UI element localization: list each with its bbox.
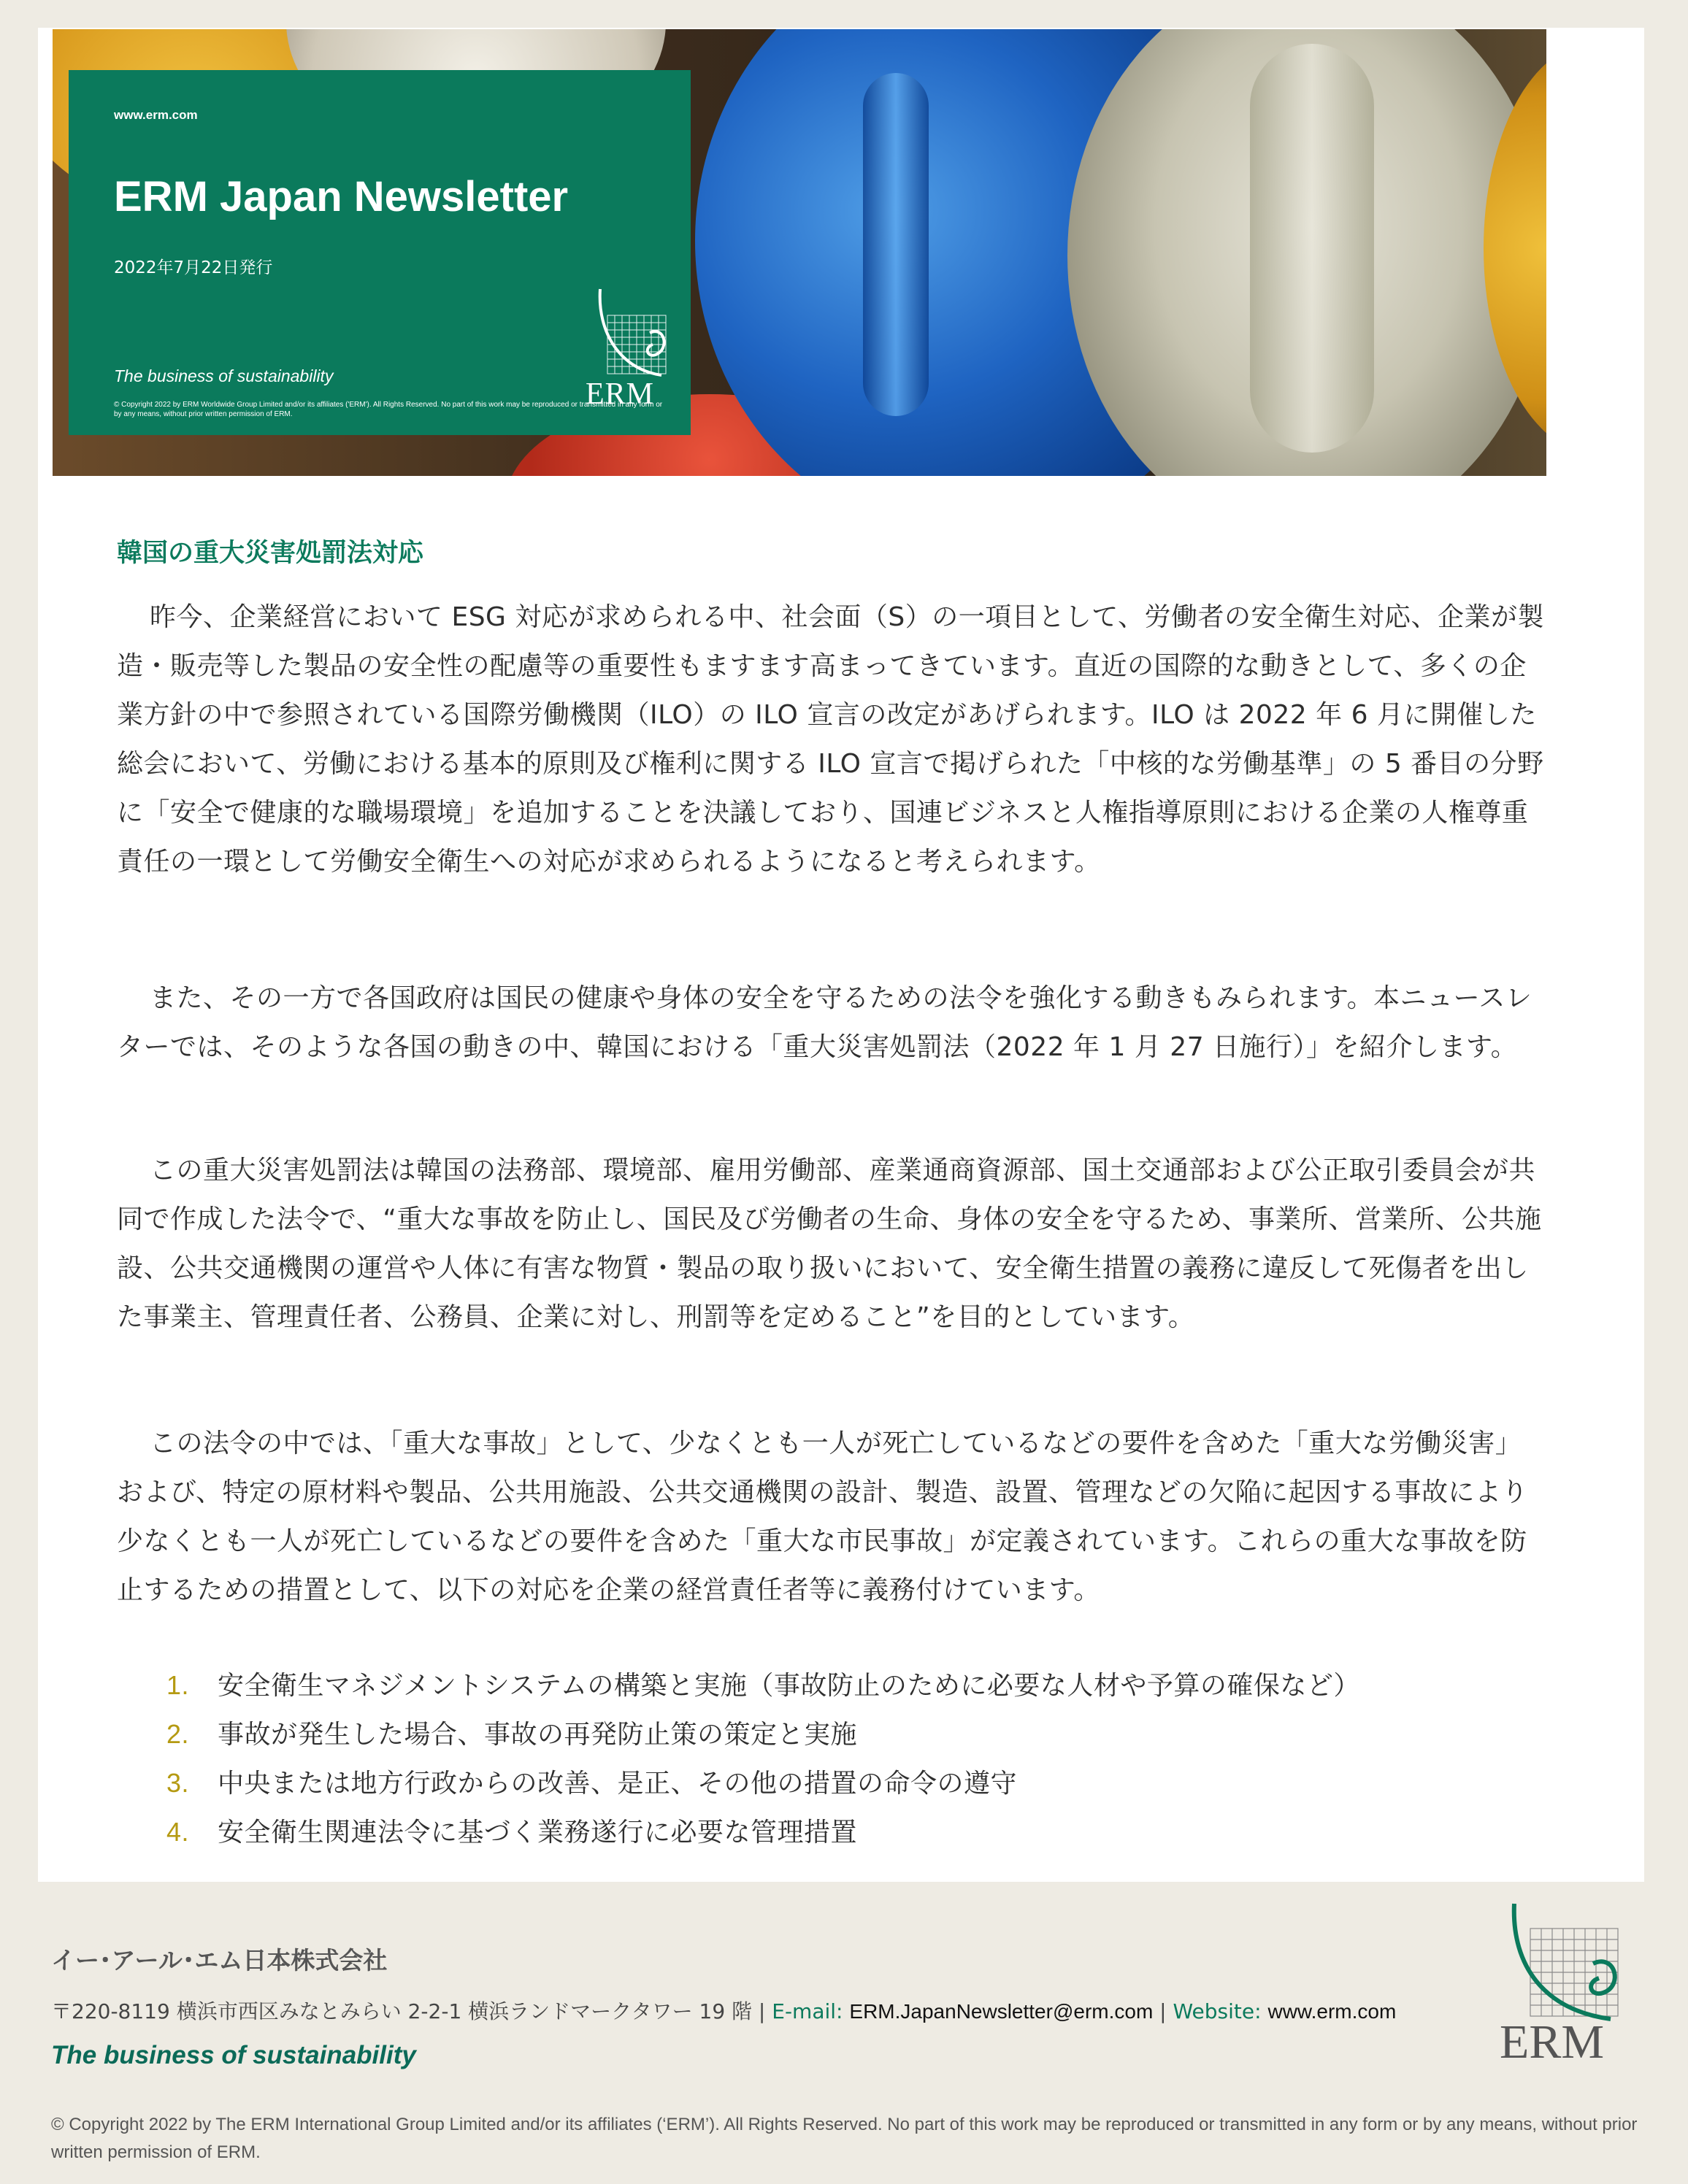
banner-copyright: © Copyright 2022 by ERM Worldwide Group Limited and/or its affiliates ('ERM'). All Rights Reserved. No part of this work may be reproduced or transmitted in any form or by any means, without prior written permission of ERM. [114,401,663,418]
banner-url[interactable]: www.erm.com [114,108,198,122]
list-item-text: 事故が発生した場合、事故の再発防止策の策定と実施 [218,1720,858,1750]
list-item [166,1661,1360,1710]
obligations-list [166,1661,1360,1857]
helmet-ridge-blue [863,73,929,416]
helmet-ridge-white [1250,44,1374,453]
newsletter-title: ERM Japan Newsletter [114,173,569,220]
article-paragraph-2: また、その一方で各国政府は国民の健康や身体の安全を守るための法令を強化する動きもみられます。本ニュースレターでは、そのような各国の動きの中、韓国における「重大災害処罰法（2022 年 1 月 27 日施行）」を紹介します。 [117,983,1532,1062]
erm-logo-icon [591,282,672,391]
email-label: E-mail: [772,1999,843,2023]
footer-copyright: © Copyright 2022 by The ERM International Group Limited and/or its affiliates (‘ERM’). All Rights Reserved. No part of this work may be reproduced or transmitted in any form or by any means, without prior written permission of ERM. [51,2115,1638,2162]
list-item-text: 安全衛生関連法令に基づく業務遂行に必要な管理措置 [218,1818,858,1847]
separator: | [1153,1999,1173,2023]
website-link[interactable]: www.erm.com [1267,2000,1397,2023]
list-number: 4. [166,1817,190,1847]
issue-date: 2022年7月22日発行 [114,258,273,277]
banner-tagline: The business of sustainability [114,366,334,385]
list-item-text: 安全衛生マネジメントシステムの構築と実施（事故防止のために必要な人材や予算の確保など） [218,1671,1360,1701]
website-label: Website: [1173,1999,1262,2023]
separator: | [752,1999,772,2023]
list-item [166,1808,1360,1857]
list-item [166,1759,1360,1808]
article-paragraph-1: 昨今、企業経営において ESG 対応が求められる中、社会面（S）の一項目として、労働者の安全衛生対応、企業が製造・販売等した製品の安全性の配慮等の重要性もますます高まってきています。直近の国際的な動きとして、多くの企業方針の中で参照されている国際労働機関（ILO）の ILO 宣言の改定があげられます。ILO は 2022 年 6 月に開催した総会において、労働における基本的原則及び権利に関する ILO 宣言で掲げられた「中核的な労働基準」の 5 番目の分野に「安全で健康的な職場環境」を追加することを決議しており、国連ビジネスと人権指導原則における企業の人権尊重責任の一環として労働安全衛生への対応が求められるようになると考えられます。 [117,602,1545,877]
banner-title-panel [69,70,691,435]
article-paragraph-3: この重大災害処罰法は韓国の法務部、環境部、雇用労働部、産業通商資源部、国土交通部および公正取引委員会が共同で作成した法令で、“重大な事故を防止し、国民及び労働者の生命、身体の安全を守るため、事業所、営業所、公共施設、公共交通機関の運営や人体に有害な物質・製品の取り扱いにおいて、安全衛生措置の義務に違反して死傷者を出した事業主、管理責任者、公務員、企業に対し、刑罰等を定めること”を目的としています。 [117,1156,1542,1332]
footer-tagline: The business of sustainability [51,2041,416,2069]
list-number: 2. [166,1719,190,1749]
company-name: イー･アール･エム日本株式会社 [51,1946,388,1975]
banner-logo-text: ERM [586,377,655,411]
email-link[interactable]: ERM.JapanNewsletter@erm.com [849,2000,1154,2023]
postal-address: 〒220-8119 横浜市西区みなとみらい 2-2-1 横浜ランドマークタワー 19 階 [51,1999,753,2023]
footer-logo-text: ERM [1500,2015,1605,2069]
contact-line [51,1996,1396,2025]
list-item [166,1710,1360,1759]
list-number: 1. [166,1670,190,1700]
article-paragraph-4: この法令の中では、「重大な事故」として、少なくとも一人が死亡しているなどの要件を含めた「重大な労働災害」および、特定の原材料や製品、公共用施設、公共交通機関の設計、製造、設置、管理などの欠陥に起因する事故により少なくとも一人が死亡しているなどの要件を含めた「重大な市民事故」が定義されています。これらの重大な事故を防止するための措置として、以下の対応を企業の経営責任者等に義務付けています。 [117,1429,1529,1605]
article-title: 韓国の重大災害処罰法対応 [117,539,424,568]
list-item-text: 中央または地方行政からの改善、是正、その他の措置の命令の遵守 [218,1769,1018,1799]
list-number: 3. [166,1768,190,1798]
